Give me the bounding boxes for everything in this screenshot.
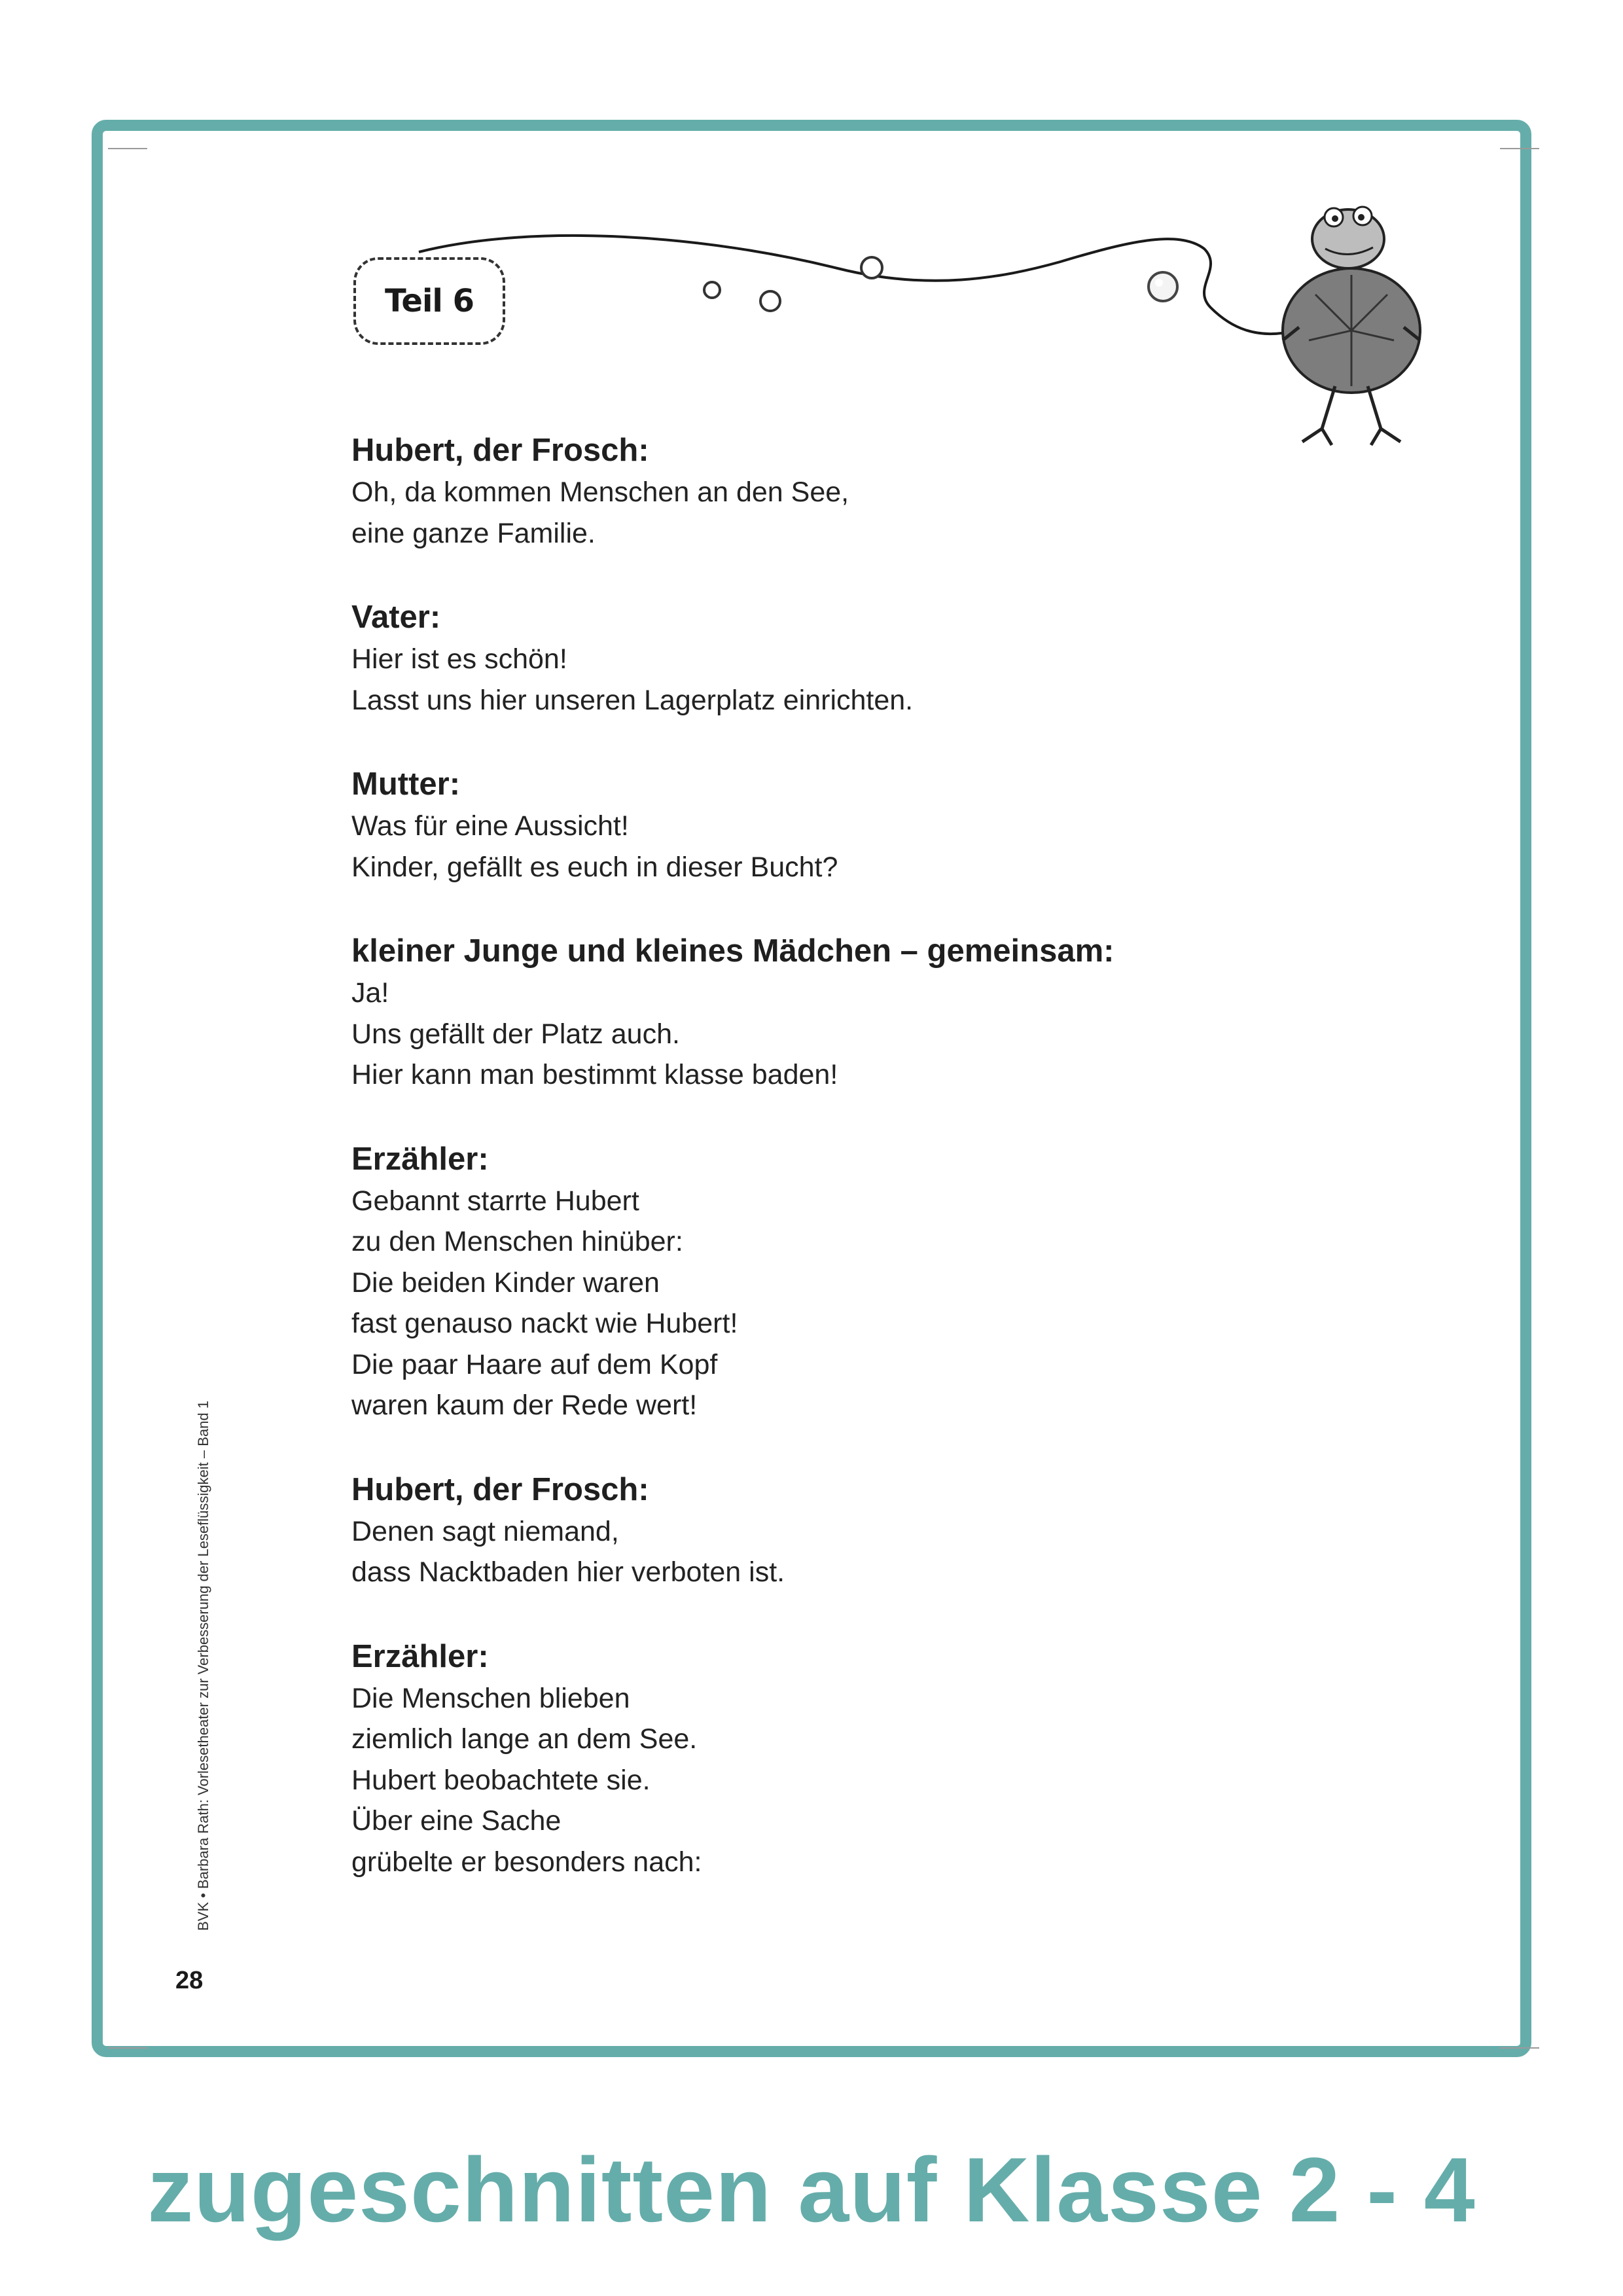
frog-icon (1270, 177, 1433, 465)
dialogue-script (351, 429, 1431, 1924)
dialogue-block (351, 1468, 1431, 1593)
dialogue-line: zu den Menschen hinüber: (351, 1226, 683, 1257)
dialogue-line: Lasst uns hier unseren Lagerplatz einrichten. (351, 684, 914, 716)
dialogue-block (351, 1635, 1431, 1883)
dialogue-line: Die Menschen blieben (351, 1682, 630, 1714)
speaker-name: Hubert, der Frosch: (351, 1471, 649, 1507)
dialogue-line: ziemlich lange an dem See. (351, 1723, 698, 1755)
dialogue-line: Uns gefällt der Platz auch. (351, 1018, 680, 1050)
dialogue-block (351, 429, 1431, 554)
grade-caption: zugeschnitten auf Klasse 2 - 4 (147, 2138, 1476, 2241)
dialogue-line: Die beiden Kinder waren (351, 1266, 660, 1299)
dialogue-line: fast genauso nackt wie Hubert! (351, 1308, 738, 1339)
dialogue-line: Hier ist es schön! (351, 643, 567, 675)
crop-mark (108, 2047, 147, 2049)
dialogue-line: Oh, da kommen Menschen an den See, (351, 476, 849, 508)
dialogue-line: Ja! (351, 977, 389, 1009)
dialogue-line: Die paar Haare auf dem Kopf (351, 1348, 718, 1380)
speaker-name: Mutter: (351, 766, 461, 802)
dialogue-block (351, 762, 1431, 888)
dialogue-line: Gebannt starrte Hubert (351, 1185, 639, 1217)
dialogue-line: Hier kann man bestimmt klasse baden! (351, 1059, 838, 1090)
dialogue-block (351, 596, 1431, 721)
dialogue-line: grübelte er besonders nach: (351, 1846, 702, 1878)
dialogue-line: waren kaum der Rede wert! (351, 1390, 698, 1421)
speaker-name: Erzähler: (351, 1141, 489, 1177)
dialogue-line: Hubert beobachtete sie. (351, 1764, 651, 1796)
dialogue-block (351, 929, 1431, 1096)
dialogue-line: Was für eine Aussicht! (351, 810, 629, 842)
dialogue-line: Kinder, gefällt es euch in dieser Bucht? (351, 851, 838, 883)
crop-mark (1500, 2047, 1539, 2049)
dialogue-line: Denen sagt niemand, (351, 1515, 619, 1547)
part-label-badge: Teil 6 (353, 257, 505, 345)
crop-mark (108, 148, 147, 149)
dialogue-line: eine ganze Familie. (351, 517, 596, 549)
dialogue-block (351, 1138, 1431, 1426)
crop-mark (1500, 148, 1539, 149)
speaker-name: Vater: (351, 600, 441, 635)
speaker-name: Erzähler: (351, 1638, 489, 1674)
publisher-credit: BVK • Barbara Rath: Vorlesetheater zur Verbesserung der Leseflüssigkeit – Band 1 (195, 1401, 211, 1931)
dialogue-line: Über eine Sache (351, 1805, 562, 1837)
dialogue-line: dass Nacktbaden hier verboten ist. (351, 1556, 785, 1588)
page-number: 28 (175, 1967, 204, 1994)
speaker-name: kleiner Junge und kleines Mädchen – gemeinsam: (351, 933, 1115, 969)
speaker-name: Hubert, der Frosch: (351, 433, 649, 468)
